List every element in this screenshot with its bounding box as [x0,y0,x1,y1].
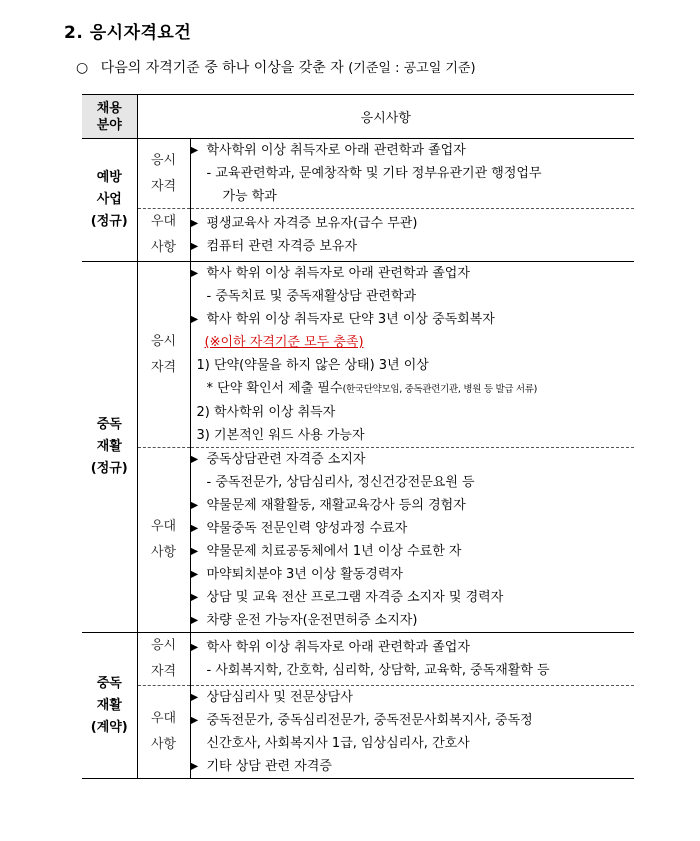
list-item-text: - 사회복지학, 간호학, 심리학, 상담학, 교육학, 중독재활학 등 [206,663,550,678]
list-item [191,659,635,682]
triangle-right-icon: ▶ [190,642,199,653]
content-cell [190,262,634,448]
triangle-right-icon: ▶ [190,715,199,726]
list-item [191,285,635,308]
field-label: (정규) [90,461,128,476]
triangle-right-icon: ▶ [190,569,199,580]
triangle-right-icon: ▶ [190,546,199,557]
list-item-text: 1) 단약(약물을 하지 않은 상태) 3년 이상 [196,358,429,373]
field-cell [82,633,137,779]
list-item [191,448,635,471]
field-cell [82,262,137,633]
triangle-right-icon: ▶ [190,615,199,626]
list-item [191,185,635,208]
type-label: 우대 [150,711,177,726]
triangle-right-icon: ▶ [190,692,199,703]
field-label: 중독 [96,417,122,432]
list-item-text: 학사 학위 이상 취득자로 단약 3년 이상 중독회복자 [206,312,495,327]
section-heading [64,18,191,43]
list-item [191,540,635,563]
list-item [191,235,635,258]
list-item-text: 2) 학사학위 이상 취득자 [196,405,336,420]
type-label: 우대 [150,519,177,534]
list-item-text: 약물중독 전문인력 양성과정 수료자 [206,521,408,536]
header-field [82,95,137,139]
list-item [191,331,635,354]
list-item [191,755,635,778]
list-item-note: (한국단약모임, 중독관련기관, 병원 등 발급 서류) [342,384,538,395]
criteria-text: 다음의 자격기준 중 하나 이상을 갖춘 자 [100,60,344,76]
type-label: 사항 [150,240,177,255]
type-label: 자격 [150,664,177,679]
content-cell [190,448,634,633]
content-cell [190,633,634,686]
list-item [191,686,635,709]
header-content-label: 응시사항 [360,111,411,126]
list-item [191,424,635,447]
table-row [82,448,634,633]
table-row [82,209,634,262]
list-item [191,609,635,632]
content-cell [190,139,634,209]
list-item [191,377,635,401]
list-item-text: 상담심리사 및 전문상담사 [206,690,353,705]
type-label: 자격 [150,359,177,375]
table-row [82,139,634,209]
list-item [191,563,635,586]
list-item-text: 학사학위 이상 취득자로 아래 관련학과 졸업자 [206,143,466,158]
list-item [191,636,635,659]
header-field-label [97,101,122,133]
type-label: 응시 [150,152,177,168]
triangle-right-icon: ▶ [190,145,199,156]
type-cell [137,139,190,209]
triangle-right-icon: ▶ [190,218,199,229]
header-field-label-part: 분야 [96,117,122,133]
list-item [191,308,635,331]
triangle-right-icon: ▶ [190,314,199,325]
triangle-right-icon: ▶ [190,454,199,465]
table-row [82,262,634,448]
list-item [191,471,635,494]
list-item [191,212,635,235]
list-item-text: (※이하 자격기준 모두 충족) [204,335,364,350]
header-content [137,95,634,139]
field-label: 재활 [96,439,122,454]
list-item [191,354,635,377]
header-field-label-part: 채용 [96,100,122,116]
list-item-text: 중독상담관련 자격증 소지자 [206,452,366,467]
list-item [191,162,635,185]
table-row [82,633,634,686]
triangle-right-icon: ▶ [190,241,199,252]
list-item-text: - 교육관련학과, 문예창작학 및 기타 정부유관기관 행정업무 [206,166,542,181]
type-label: 응시 [150,333,177,349]
field-label: 재활 [96,697,122,713]
type-label: 사항 [150,545,177,560]
type-cell [137,262,190,448]
criteria-statement [76,57,476,77]
type-cell [137,633,190,686]
table-body [82,139,634,779]
type-label: 사항 [150,737,177,752]
type-label: 자격 [150,178,177,194]
list-item [191,401,635,424]
list-item [191,517,635,540]
field-label: (계약) [90,719,128,735]
list-item [191,586,635,609]
triangle-right-icon: ▶ [190,523,199,534]
list-item-text: - 중독전문가, 상담심리사, 정신건강전문요원 등 [206,475,475,490]
list-item-text: 가능 학과 [222,189,277,204]
list-item-text: 기타 상담 관련 자격증 [206,759,332,774]
triangle-right-icon: ▶ [190,268,199,279]
list-item [191,709,635,732]
section-title: 응시자격요건 [89,23,192,43]
type-cell [137,209,190,262]
list-item [191,732,635,755]
triangle-right-icon: ▶ [190,592,199,603]
triangle-right-icon: ▶ [190,500,199,511]
type-cell [137,448,190,633]
table-row [82,686,634,779]
list-item [191,494,635,517]
content-cell [190,686,634,779]
field-label: 중독 [96,675,122,691]
list-item-text: 학사 학위 이상 취득자로 아래 관련학과 졸업자 [206,640,470,655]
type-label: 응시 [150,638,177,653]
field-cell [82,139,137,262]
list-item [191,262,635,285]
list-item-text: 컴퓨터 관련 자격증 보유자 [206,239,358,254]
section-number: 2. [64,23,84,43]
list-item-text: 약물문제 재활활동, 재활교육강사 등의 경험자 [206,498,466,513]
list-item-text: 평생교육사 자격증 보유자(급수 무관) [206,216,418,231]
field-label: (정규) [90,214,128,229]
list-item-text: * 단약 확인서 제출 필수 [206,381,343,396]
circle-bullet-icon: ○ [76,60,89,76]
list-item-text: 중독전문가, 중독심리전문가, 중독전문사회복지사, 중독정 [206,713,533,728]
content-cell [190,209,634,262]
list-item-text: 신간호사, 사회복지사 1급, 임상심리사, 간호사 [206,736,470,751]
list-item-text: 마약퇴치분야 3년 이상 활동경력자 [206,567,403,582]
field-label: 사업 [96,192,122,207]
list-item-text: - 중독치료 및 중독재활상담 관련학과 [206,289,417,304]
list-item [191,139,635,162]
list-item-text: 약물문제 치료공동체에서 1년 이상 수료한 자 [206,544,462,559]
list-item-text: 차량 운전 가능자(운전면허증 소지자) [206,613,418,628]
type-label: 우대 [150,214,177,229]
list-item-text: 3) 기본적인 워드 사용 가능자 [196,428,365,443]
triangle-right-icon: ▶ [190,761,199,772]
field-label: 예방 [96,170,122,185]
requirements-table [82,94,634,779]
table-header-row [82,95,634,139]
type-cell [137,686,190,779]
criteria-note: (기준일 : 공고일 기준) [348,61,476,76]
list-item-text: 학사 학위 이상 취득자로 아래 관련학과 졸업자 [206,266,470,281]
list-item-text: 상담 및 교육 전산 프로그램 자격증 소지자 및 경력자 [206,590,504,605]
